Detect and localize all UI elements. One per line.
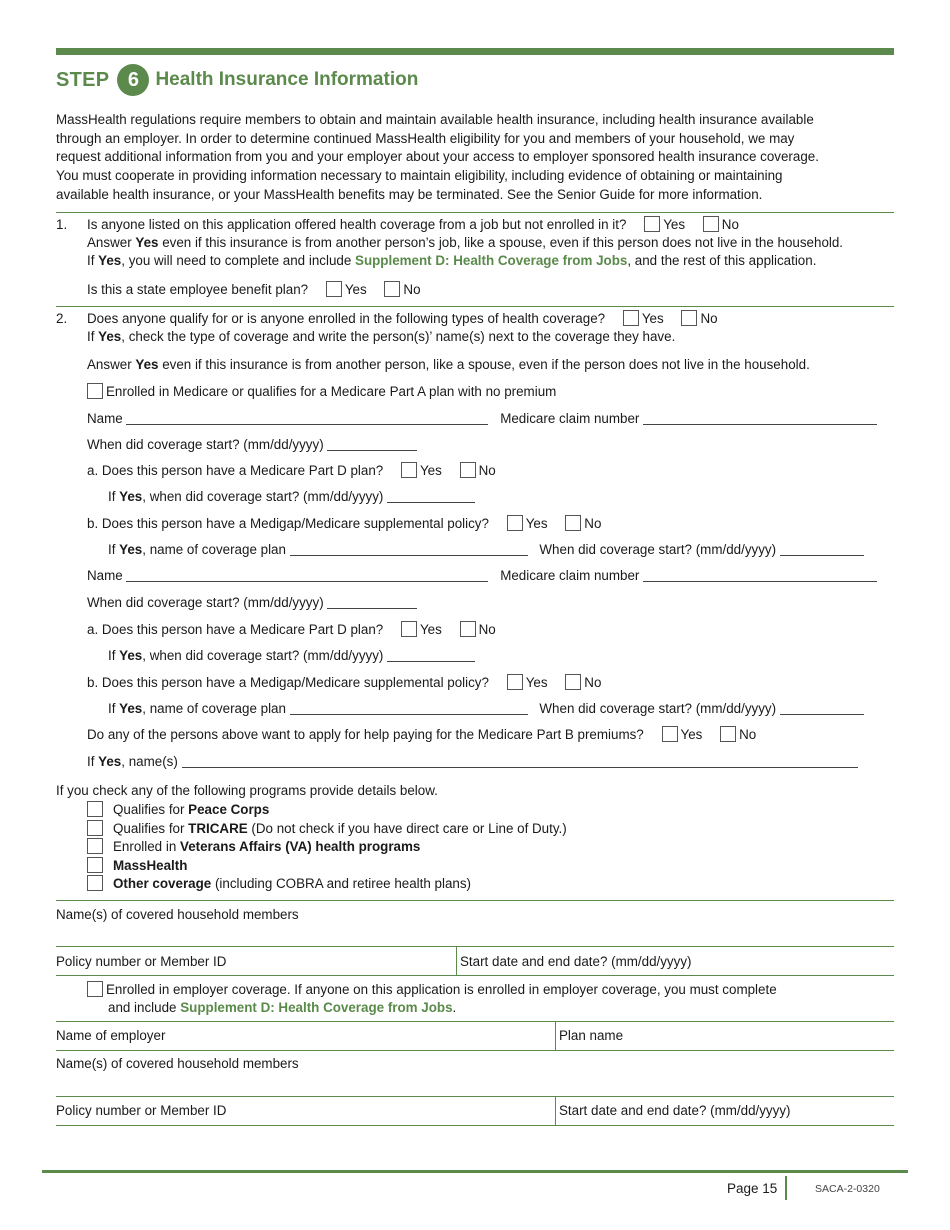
person2-medigap-start-field[interactable]	[780, 701, 864, 715]
yes-label: Yes	[419, 463, 442, 478]
part-b-yes-checkbox[interactable]	[662, 726, 678, 742]
supplement-d-link[interactable]: Supplement D: Health Coverage from Jobs	[180, 1000, 453, 1015]
text: Qualifies for	[113, 821, 189, 836]
divider	[56, 1125, 894, 1126]
dates-label[interactable]: Start date and end date? (mm/dd/yyyy)	[460, 954, 692, 969]
q2-instruction	[87, 328, 675, 346]
divider	[56, 900, 894, 901]
program-name: Peace Corps	[188, 802, 270, 817]
va-checkbox[interactable]	[87, 838, 103, 854]
part-b-names-field[interactable]	[182, 754, 858, 768]
name-label: Name	[87, 411, 123, 426]
no-label: No	[584, 516, 602, 531]
q1-question	[87, 216, 739, 234]
intro-line: request additional information from you and your employer about your access to employer sponsored health insurance coverage.	[56, 149, 819, 165]
program-peace-corps	[87, 801, 269, 819]
step-header	[56, 64, 418, 96]
column-divider	[456, 946, 457, 975]
divider	[56, 975, 894, 976]
dates-label[interactable]: Start date and end date? (mm/dd/yyyy)	[559, 1103, 791, 1118]
q1-instruction-1	[87, 234, 843, 252]
state-yes-checkbox[interactable]	[326, 281, 342, 297]
person1-medigap-plan-row	[108, 541, 864, 559]
intro-line: MassHealth regulations require members to obtain and maintain available health insurance, including health insurance available	[56, 112, 814, 127]
text: , when did coverage start? (mm/dd/yyyy)	[142, 489, 384, 504]
q1-no-checkbox[interactable]	[703, 216, 719, 232]
q1-question-text: Is anyone listed on this application offered health coverage from a job but not enrolled in it?	[87, 217, 627, 232]
yes-label: Yes	[680, 727, 703, 742]
bottom-rule	[42, 1170, 908, 1173]
person2-medigap-row	[87, 674, 601, 692]
intro-paragraph	[56, 111, 894, 205]
programs-intro: If you check any of the following programs provide details below.	[56, 783, 438, 798]
tricare-checkbox[interactable]	[87, 820, 103, 836]
medigap-question: b. Does this person have a Medigap/Medicare supplemental policy?	[87, 675, 489, 690]
person2-partd-yes-checkbox[interactable]	[401, 621, 417, 637]
text: If	[108, 648, 120, 663]
person1-medigap-plan-field[interactable]	[290, 542, 528, 556]
person1-partd-start-row	[108, 488, 475, 506]
bold-yes: Yes	[119, 648, 143, 663]
step-word: STEP	[56, 68, 110, 91]
bold-yes: Yes	[98, 253, 122, 268]
no-label: No	[478, 463, 496, 478]
text: and include	[108, 1000, 181, 1015]
bold-yes: Yes	[135, 357, 159, 372]
person2-partd-row	[87, 621, 496, 639]
text: (Do not check if you have direct care or Line of Duty.)	[247, 821, 567, 836]
person1-medigap-row	[87, 515, 601, 533]
divider	[56, 946, 894, 947]
person1-partd-yes-checkbox[interactable]	[401, 462, 417, 478]
person1-name-field[interactable]	[126, 411, 488, 425]
policy-label[interactable]: Policy number or Member ID	[56, 1103, 227, 1118]
program-other	[87, 875, 471, 893]
text: If	[87, 253, 99, 268]
employer-coverage-checkbox[interactable]	[87, 981, 103, 997]
policy-label[interactable]: Policy number or Member ID	[56, 954, 227, 969]
text: If	[87, 754, 99, 769]
person2-start-field[interactable]	[327, 595, 417, 609]
column-divider	[555, 1021, 556, 1050]
employer-coverage-line2	[108, 999, 456, 1017]
q2-answer-note	[87, 356, 810, 374]
page-number: Page 15	[727, 1181, 778, 1196]
q1-yes-checkbox[interactable]	[644, 216, 660, 232]
bold-yes: Yes	[98, 754, 122, 769]
q2-no-checkbox[interactable]	[681, 310, 697, 326]
text: Answer	[87, 357, 136, 372]
text: Qualifies for	[113, 802, 189, 817]
q2-no-label: No	[700, 311, 718, 326]
text: If	[108, 701, 120, 716]
text: , check the type of coverage and write the person(s)’ name(s) next to the coverage they have.	[121, 329, 676, 344]
person1-medigap-no-checkbox[interactable]	[565, 515, 581, 531]
covered-members-label[interactable]: Name(s) of covered household members	[56, 1056, 299, 1071]
yes-label: Yes	[525, 675, 548, 690]
no-label: No	[739, 727, 757, 742]
program-masshealth	[87, 857, 187, 875]
intro-line: You must cooperate in providing information necessary to maintain eligibility, including evidence of obtaining or maintaining	[56, 168, 783, 184]
form-code: SACA-2-0320	[815, 1183, 880, 1195]
plan-name-label[interactable]: Plan name	[559, 1028, 624, 1043]
part-b-names-row	[87, 753, 858, 771]
covered-members-label[interactable]: Name(s) of covered household members	[56, 907, 299, 922]
bold-yes: Yes	[98, 329, 122, 344]
name-label: Name	[87, 568, 123, 583]
employer-coverage-text: Enrolled in employer coverage. If anyone on this application is enrolled in employer coverage, you must complete	[106, 982, 777, 997]
divider	[56, 306, 894, 307]
yes-label: Yes	[525, 516, 548, 531]
q1-instruction-2	[87, 252, 816, 270]
coverage-start-label: When did coverage start? (mm/dd/yyyy)	[87, 437, 324, 452]
q2-question-text: Does anyone qualify for or is anyone enrolled in the following types of health coverage?	[87, 311, 606, 326]
part-d-question: a. Does this person have a Medicare Part D plan?	[87, 463, 384, 478]
person1-claim-field[interactable]	[643, 411, 877, 425]
program-name: MassHealth	[113, 858, 188, 873]
q1-number: 1.	[56, 217, 68, 232]
medicare-option-label: Enrolled in Medicare or qualifies for a Medicare Part A plan with no premium	[106, 384, 557, 399]
q2-yes-checkbox[interactable]	[623, 310, 639, 326]
person2-partd-start-row	[108, 647, 475, 665]
person1-partd-row	[87, 462, 496, 480]
part-d-question: a. Does this person have a Medicare Part D plan?	[87, 622, 384, 637]
text: even if this insurance is from another person’s job, like a spouse, even if this person does not live in the household.	[158, 235, 844, 250]
medigap-start-label: When did coverage start? (mm/dd/yyyy)	[539, 701, 777, 716]
bold-yes: Yes	[119, 542, 143, 557]
medigap-question: b. Does this person have a Medigap/Medicare supplemental policy?	[87, 516, 489, 531]
text: , when did coverage start? (mm/dd/yyyy)	[142, 648, 384, 663]
other-coverage-checkbox[interactable]	[87, 875, 103, 891]
text: If	[87, 329, 99, 344]
person2-partd-no-checkbox[interactable]	[460, 621, 476, 637]
part-b-no-checkbox[interactable]	[720, 726, 736, 742]
person2-partd-start-field[interactable]	[387, 648, 475, 662]
text: even if this insurance is from another person, like a spouse, even if the person does not live in the household.	[158, 357, 810, 372]
q2-number: 2.	[56, 311, 68, 326]
medicare-checkbox[interactable]	[87, 383, 103, 399]
text: If	[108, 542, 120, 557]
state-no-checkbox[interactable]	[384, 281, 400, 297]
no-label: No	[584, 675, 602, 690]
part-b-question: Do any of the persons above want to apply for help paying for the Medicare Part B premiums?	[87, 727, 644, 742]
text: , name(s)	[121, 754, 178, 769]
divider	[56, 1021, 894, 1022]
intro-line: available health insurance, or your MassHealth benefits may be terminated. See the Senior Guide for more information.	[56, 186, 763, 202]
claim-label: Medicare claim number	[500, 568, 640, 583]
person2-start-row	[87, 594, 417, 612]
person2-medigap-no-checkbox[interactable]	[565, 674, 581, 690]
text: , and the rest of this application.	[627, 253, 817, 268]
text: If	[108, 489, 120, 504]
text: Enrolled in	[113, 839, 180, 854]
person1-name-row	[87, 410, 877, 428]
top-rule	[56, 48, 894, 55]
text: , you will need to complete and include	[121, 253, 356, 268]
part-b-row	[87, 726, 756, 744]
intro-line: through an employer. In order to determine continued MassHealth eligibility for you and members of your household, we may	[56, 130, 795, 146]
divider	[56, 212, 894, 213]
person2-medigap-plan-row	[108, 700, 864, 718]
bold-yes: Yes	[135, 235, 159, 250]
person2-name-row	[87, 567, 877, 585]
step-number-badge: 6	[117, 64, 149, 96]
q1-no-label: No	[721, 217, 739, 232]
no-label: No	[478, 622, 496, 637]
divider	[56, 1096, 894, 1097]
state-no-label: No	[403, 282, 421, 297]
medicare-option	[87, 383, 556, 401]
bold-yes: Yes	[119, 701, 143, 716]
person1-start-field[interactable]	[327, 437, 417, 451]
masshealth-checkbox[interactable]	[87, 857, 103, 873]
person2-medigap-yes-checkbox[interactable]	[507, 674, 523, 690]
text: , name of coverage plan	[142, 701, 286, 716]
person1-partd-no-checkbox[interactable]	[460, 462, 476, 478]
program-tricare	[87, 820, 567, 838]
employer-coverage-option	[87, 981, 777, 999]
section-title: Health Insurance Information	[155, 69, 419, 90]
state-employee-text: Is this a state employee benefit plan?	[87, 282, 309, 297]
divider	[56, 1050, 894, 1051]
person2-medigap-plan-field[interactable]	[290, 701, 528, 715]
program-name: Veterans Affairs (VA) health programs	[180, 839, 421, 854]
q2-yes-label: Yes	[641, 311, 664, 326]
person2-name-field[interactable]	[126, 568, 488, 582]
person1-partd-start-field[interactable]	[387, 489, 475, 503]
column-divider	[555, 1096, 556, 1125]
supplement-d-link[interactable]: Supplement D: Health Coverage from Jobs	[355, 253, 628, 268]
person1-start-row	[87, 436, 417, 454]
q1-yes-label: Yes	[663, 217, 686, 232]
peace-corps-checkbox[interactable]	[87, 801, 103, 817]
person2-claim-field[interactable]	[643, 568, 877, 582]
text: Answer	[87, 235, 136, 250]
bold-yes: Yes	[119, 489, 143, 504]
program-name: TRICARE	[188, 821, 248, 836]
state-yes-label: Yes	[344, 282, 367, 297]
employer-name-label[interactable]: Name of employer	[56, 1028, 166, 1043]
person1-medigap-yes-checkbox[interactable]	[507, 515, 523, 531]
state-employee-question	[87, 281, 421, 299]
coverage-start-label: When did coverage start? (mm/dd/yyyy)	[87, 595, 324, 610]
program-name: Other coverage	[113, 876, 212, 891]
claim-label: Medicare claim number	[500, 411, 640, 426]
footer-divider	[785, 1176, 787, 1200]
text: , name of coverage plan	[142, 542, 286, 557]
q2-question	[87, 310, 718, 328]
yes-label: Yes	[419, 622, 442, 637]
text: .	[452, 1000, 457, 1015]
program-va	[87, 838, 420, 856]
text: (including COBRA and retiree health plans)	[211, 876, 472, 891]
medigap-start-label: When did coverage start? (mm/dd/yyyy)	[539, 542, 777, 557]
person1-medigap-start-field[interactable]	[780, 542, 864, 556]
